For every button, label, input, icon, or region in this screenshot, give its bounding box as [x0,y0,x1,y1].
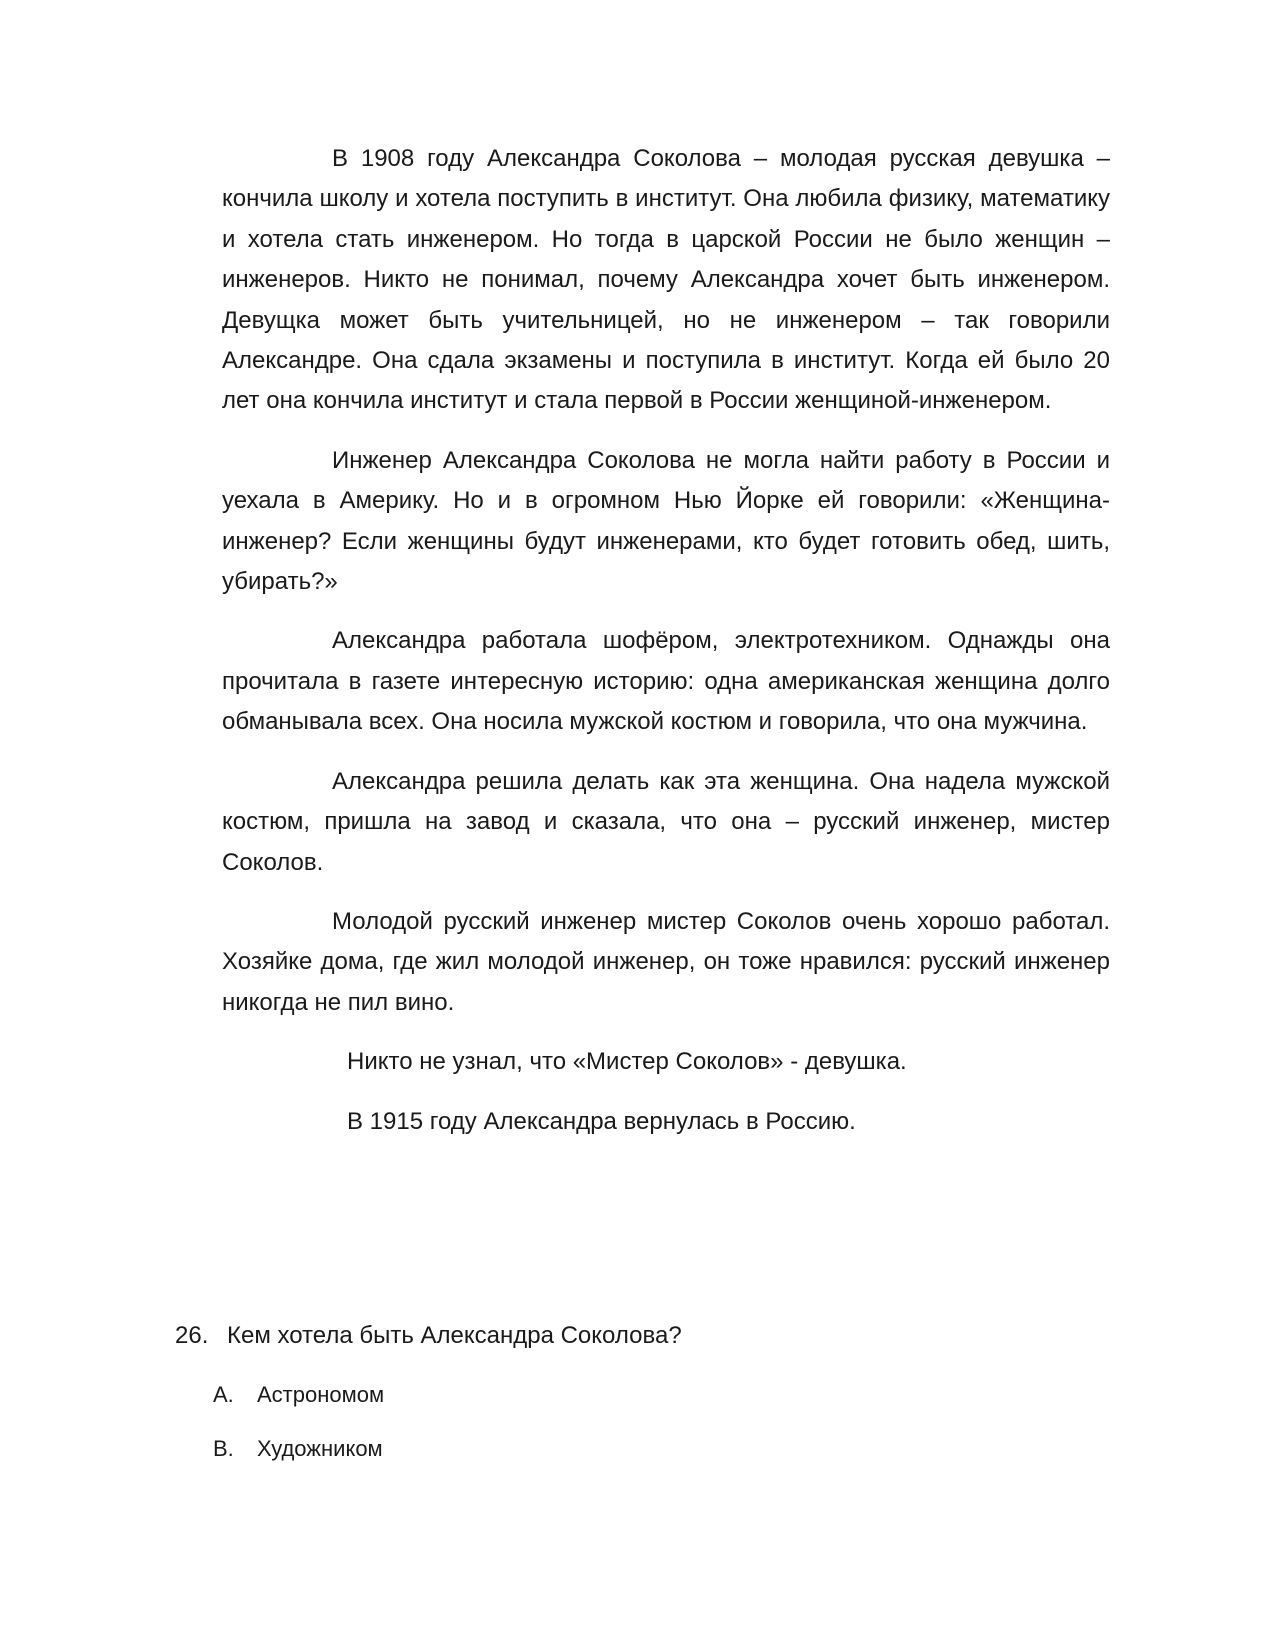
paragraph-4: Александра решила делать как эта женщина. Она надела мужской костюм, пришла на завод и сказала, что она – русский инженер, мистер Соколов. [222,767,1110,876]
option-text: Астрономом [257,1382,385,1407]
paragraph-1: В 1908 году Александра Соколова – молодая русская девушка – кончила школу и хотела поступить в институт. Она любила физику, математику и хотела стать инженером. Но тогда в царской России не было женщин – инженеров. Никто не понимал, почему Александра хочет быть инженером. Девущка может быть учительницей, но не инженером – так говорили Александре. Она сдала экзамены и поступила в институт. Когда ей было 20 лет она кончила институт и стала первой в России женщиной-инженером. [222,145,1110,415]
paragraph-7: В 1915 году Александра вернулась в Россию. [347,1107,856,1135]
answer-options [213,1380,384,1488]
option-text: Художником [257,1436,383,1461]
question-text: Кем хотела быть Александра Соколова? [227,1322,682,1349]
paragraph-2: Инженер Александра Соколова не могла найти работу в России и уехала в Америку. Но и в огромном Нью Йорке ей говорили: «Женщина-инженер? Если женщины будут инженерами, кто будет готовить обед, шить, убирать?» [222,446,1110,596]
answer-option-b [213,1434,384,1464]
question-26 [175,1320,682,1352]
reading-text [222,139,1110,1161]
paragraph-6: Никто не узнал, что «Мистер Соколов» - девушка. [347,1048,907,1076]
question-number: 26. [175,1322,209,1349]
option-letter: B. [213,1436,234,1461]
answer-option-a [213,1380,384,1410]
option-letter: A. [213,1382,234,1407]
paragraph-3: Александра работала шофёром, электротехником. Однажды она прочитала в газете интересную историю: одна американская женщина долго обманывала всех. Она носила мужской костюм и говорила, что она мужчина. [222,627,1110,736]
paragraph-5: Молодой русский инженер мистер Соколов очень хорошо работал. Хозяйке дома, где жил молодой инженер, он тоже нравился: русский инженер никогда не пил вино. [222,907,1110,1016]
